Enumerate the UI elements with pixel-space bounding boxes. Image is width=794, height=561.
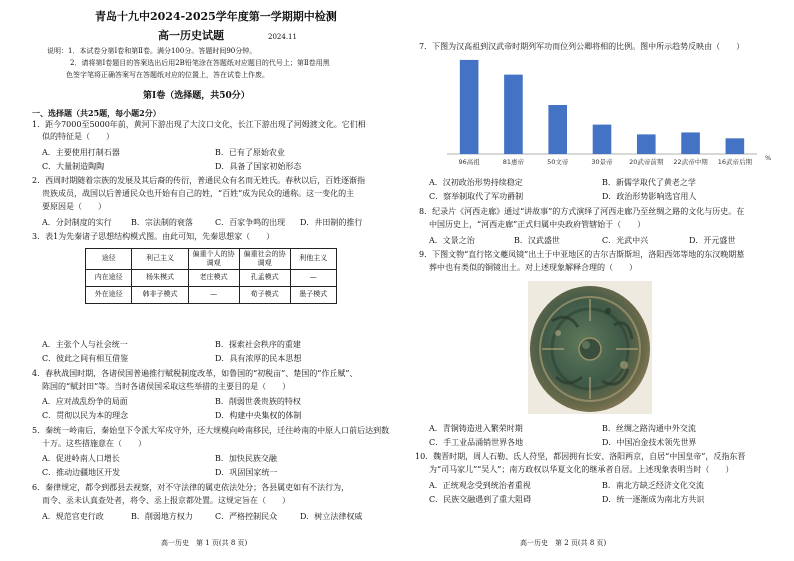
- q9-option-a[interactable]: A．青铜铸造进入繁荣时期: [429, 424, 523, 433]
- bar-2: [548, 105, 567, 154]
- table-cell: 内在途径: [86, 269, 132, 286]
- q8-option-b[interactable]: B．汉武盛世: [514, 236, 560, 245]
- bronze-mirror-image: [528, 281, 652, 414]
- q6-line-1: 6．秦律规定，都令到郡县去视察，对不守法律的属吏依法处分；各县属吏如有不法行为，: [32, 483, 350, 492]
- q1-option-c[interactable]: C．大量制造陶陶: [42, 162, 105, 171]
- q9-line-2: 葬中也有类似的铜镜出土。对上述现象解释合理的（ ）: [429, 263, 637, 272]
- q3-line-1: 3．表1为先秦诸子思想结构模式图。由此可知，先秦思想家（ ）: [32, 232, 275, 241]
- table-cell: 孔孟模式: [239, 269, 290, 286]
- q3-option-c[interactable]: C．彼此之间有相互借鉴: [42, 354, 129, 363]
- x-tick-label: 50文帝: [547, 158, 569, 166]
- q4-option-c[interactable]: C．贯彻以民为本的理念: [42, 411, 129, 420]
- table-cell: 途径: [86, 249, 132, 270]
- bar-4: [637, 134, 656, 154]
- q8-line-1: 8．纪录片《河西走廊》通过“讲故事”的方式演绎了河西走廊乃至丝绸之路的文化与历史。在: [419, 207, 745, 216]
- page-2: [397, 0, 794, 561]
- page-footer: 高一历史 第 1 页(共 8 页): [161, 539, 248, 547]
- q7-option-c[interactable]: C．察举制取代了军功爵制: [429, 192, 524, 201]
- q2-line-1: 2．西周时期随着宗族的发展及其后裔的传衍，普通民众有名而无姓氏。春秋以后，百姓逐渐指: [32, 176, 366, 185]
- q10-line-2: 为“司马家儿”“吴人”；南方政权以华夏文化的继承者自居。上述现象表明当时（ ）: [429, 465, 734, 474]
- q4-option-b[interactable]: B．削弱世袭贵族的特权: [215, 397, 301, 406]
- q1-option-a[interactable]: A．主要使用打制石器: [42, 148, 120, 157]
- q5-option-d[interactable]: D．巩固国家统一: [215, 468, 278, 477]
- q2-option-c[interactable]: C．百家争鸣的出现: [215, 218, 286, 227]
- q5-option-a[interactable]: A．促进岭南人口增长: [42, 454, 120, 463]
- bar-5: [681, 132, 700, 154]
- q2-option-d[interactable]: D．井田制的推行: [300, 218, 363, 227]
- q4-line-1: 4．春秋战国时期，各诸侯国普遍推行赋税制度改革，如鲁国的“初税亩”、楚国的“作丘赋”、: [32, 369, 358, 378]
- exam-title: 青岛十九中2024-2025学年度第一学期期中检测: [95, 10, 337, 23]
- q6-option-b[interactable]: B．削弱地方权力: [131, 512, 193, 521]
- q5-option-c[interactable]: C．推动边疆地区开发: [42, 468, 121, 477]
- x-tick-label: 16武帝后期: [717, 158, 752, 166]
- table-cell: 偏重社会的协调观: [239, 249, 290, 270]
- q3-option-d[interactable]: D．具有浓厚的民本思想: [215, 354, 302, 363]
- table-cell: 韩非子模式: [132, 286, 188, 303]
- q3-option-b[interactable]: B．探索社会秩序的重建: [215, 340, 301, 349]
- q9-line-1: 9．下图文物“直行铭文夔凤镜”出土于中亚地区的吉尔吉斯斯坦，洛阳西郊等地的东汉晚期墓: [419, 250, 745, 259]
- q6-option-d[interactable]: D．树立法律权威: [300, 512, 363, 521]
- q1-line-2: 似的特征是（ ）: [42, 132, 114, 141]
- q9-option-d[interactable]: D．中国冶金技术领先世界: [602, 438, 697, 447]
- section-title: 第Ⅰ卷（选择题，共50分）: [143, 91, 250, 101]
- q2-option-b[interactable]: B．宗法制的衰落: [131, 218, 193, 227]
- q6-option-c[interactable]: C．严格控制民众: [215, 512, 278, 521]
- q1-option-b[interactable]: B．已有了原始农业: [215, 148, 285, 157]
- q5-line-1: 5．秦统一岭南后，秦始皇下令派大军戍守外，还大规模向岭南移民，迁往岭南的中原人口前后达到数: [32, 426, 390, 435]
- q2-line-3: 要原因是（ ）: [42, 202, 106, 211]
- q7-option-d[interactable]: D．政治形势影响选官用人: [602, 192, 697, 201]
- q6-option-a[interactable]: A．规范官吏行政: [42, 512, 104, 521]
- x-tick-label: 20武帝前期: [629, 158, 664, 166]
- q10-option-c[interactable]: C．民族交融遇到了重大阻碍: [429, 495, 532, 504]
- table-cell: 外在途径: [86, 286, 132, 303]
- bar-0: [460, 60, 479, 154]
- q7-option-a[interactable]: A．汉初政治形势持续稳定: [429, 178, 523, 187]
- table-cell: 荀子模式: [239, 286, 290, 303]
- q7-line-1: 7．下图为汉高祖到汉武帝时期列军功而位列公卿将相的比例。图中所示趋势反映由（ ）: [419, 42, 745, 51]
- q2-option-a[interactable]: A．分封制度的实行: [42, 218, 112, 227]
- table-cell: —: [290, 269, 336, 286]
- table-cell: 利己主义: [132, 249, 188, 270]
- q10-option-d[interactable]: D．统一逐渐成为南北方共识: [602, 495, 705, 504]
- q3-option-a[interactable]: A．主张个人与社会统一: [42, 340, 128, 349]
- q9-option-b[interactable]: B．丝绸之路沟通中外交流: [602, 424, 696, 433]
- page-footer: 高一历史 第 2 页(共 8 页): [520, 539, 607, 547]
- q1-line-1: 1．距今7000至5000年前，黄河下游出现了大汶口文化，长江下游出现了河姆渡文化。它们相: [32, 120, 366, 129]
- x-tick-label: 22武帝中期: [673, 158, 708, 166]
- x-tick-label: 96高祖: [458, 158, 480, 166]
- note-line-3: 色签字笔将正确答案写在答题纸对应的位置上，答在试卷上作废。: [66, 71, 269, 79]
- q7-bar-chart: [435, 50, 775, 172]
- q7-option-b[interactable]: B．新儒学取代了黄老之学: [602, 178, 696, 187]
- q8-option-d[interactable]: D．开元盛世: [689, 236, 736, 245]
- q2-line-2: 贵族成员，战国以后普通民众也开始有自己的姓，“百姓”成为民众的通称。这一变化的主: [42, 189, 355, 198]
- q5-option-b[interactable]: B．加快民族交融: [215, 454, 277, 463]
- q8-option-a[interactable]: A．文景之治: [429, 236, 475, 245]
- q8-line-2: 中国历史上，“河西走廊”正式归属中央政府管辖始于（ ）: [429, 220, 646, 229]
- table-cell: —: [188, 286, 239, 303]
- x-tick-label: 81惠帝: [502, 158, 525, 166]
- q1-option-d[interactable]: D．具备了国家初始形态: [215, 162, 302, 171]
- q10-option-b[interactable]: B．南北方缺乏经济文化交流: [602, 481, 704, 490]
- section-heading: 一、选择题（共25题，每小题2分）: [32, 108, 161, 118]
- note-line-1: 说明：1．本试卷分第Ⅰ卷和第Ⅱ卷。满分100分。答题时间90分钟。: [47, 47, 257, 55]
- bar-1: [504, 75, 523, 154]
- q9-option-c[interactable]: C．手工业品涌销世界各地: [429, 438, 524, 447]
- table-cell: 墨子模式: [290, 286, 336, 303]
- x-axis-unit: %: [765, 154, 772, 162]
- q3-table: [85, 248, 337, 304]
- exam-date: 2024.11: [268, 33, 297, 41]
- table-cell: 老庄模式: [188, 269, 239, 286]
- table-cell: 利他主义: [290, 249, 336, 270]
- q10-option-a[interactable]: A．正统观念受到统治者重视: [429, 481, 531, 490]
- exam-subtitle: 高一历史试题: [158, 29, 224, 42]
- q5-line-2: 十万。这些措施意在（ ）: [42, 439, 146, 448]
- table-cell: 杨朱模式: [132, 269, 188, 286]
- x-tick-label: 30景帝: [591, 158, 613, 166]
- bar-6: [726, 138, 745, 154]
- bronze-mirror-photo: [528, 281, 652, 414]
- bar-3: [593, 125, 612, 154]
- table-cell: 偏重个人的协调观: [188, 249, 239, 270]
- q4-line-2: 陈国的“赋封田”等。当时各诸侯国采取这些举措的主要目的是（ ）: [42, 382, 291, 391]
- q6-line-2: 而令、丞未认真查处者，将令、丞上报京都处置。这规定旨在（ ）: [42, 496, 290, 505]
- q10-line-1: 10．魏晋时期，周人石勒、氐人苻坚，都因拥有长安、洛阳两京，自居“中国皇帝”，反指东晋: [415, 452, 746, 461]
- q8-option-c[interactable]: C．光武中兴: [602, 236, 649, 245]
- q4-option-d[interactable]: D．构建中央集权的体制: [215, 411, 302, 420]
- note-line-2: 2．请将第Ⅰ卷题目的答案选出后用2B铅笔涂在答题纸对应题目的代号上；第Ⅱ卷用黑: [70, 59, 330, 67]
- q4-option-a[interactable]: A．应对战乱纷争的局面: [42, 397, 128, 406]
